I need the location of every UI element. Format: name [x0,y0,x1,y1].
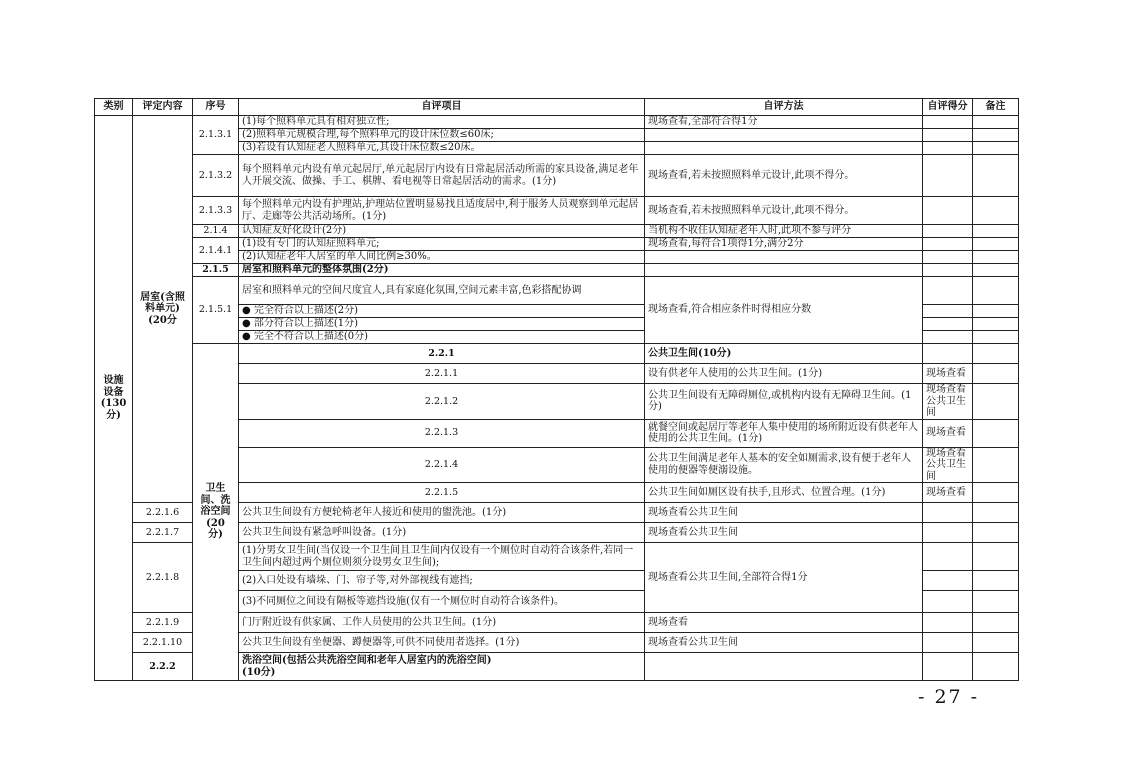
method-text: 现场查看,若未按照照料单元设计,此项不得分。 [645,197,923,225]
row-number: 2.2.1.6 [133,503,193,523]
header-number: 序号 [193,99,239,116]
remark-cell[interactable] [973,277,1019,305]
table-row [95,197,1019,225]
item-text: (3)若设有认知症老人照料单元,其设计床位数≤20床。 [239,142,645,155]
item-text: 设有供老年人使用的公共卫生间。(1分) [645,364,923,384]
item-text: 居室和照料单元的空间尺度宜人,具有家庭化氛围,空间元素丰富,色彩搭配协调 [239,277,645,305]
remark-cell[interactable] [973,155,1019,197]
item-text: (1)每个照料单元具有相对独立性; [239,116,645,129]
score-cell[interactable] [923,305,973,318]
method-text: 现场查看 [923,419,973,447]
remark-cell[interactable] [973,653,1019,681]
score-cell[interactable] [923,571,973,591]
remark-cell[interactable] [973,225,1019,238]
item-text: 就餐空间或起居厅等老年人集中使用的场所附近设有供老年人使用的公共卫生间。(1分) [645,419,923,447]
score-cell[interactable] [923,613,973,633]
row-number: 2.2.1 [239,344,645,364]
item-text: 公共卫生间设有坐便器、蹲便器等,可供不同使用者选择。(1分) [239,633,645,653]
score-cell[interactable] [973,344,1019,364]
item-text: 公共卫生间满足老年人基本的安全如厕需求,设有便于老年人使用的便器等便溺设施。 [645,447,923,483]
evaluation-table [94,98,1019,681]
header-score: 自评得分 [923,99,973,116]
remark-cell[interactable] [973,613,1019,633]
score-cell[interactable] [923,318,973,331]
row-number: 2.2.1.10 [133,633,193,653]
score-cell[interactable] [923,197,973,225]
method-text: 现场查看公共卫生间 [645,633,923,653]
remark-cell[interactable] [973,523,1019,543]
method-text: 现场查看公共卫生间,全部符合得1分 [645,543,923,613]
score-cell[interactable] [973,419,1019,447]
table-header-row [95,99,1019,116]
remark-cell[interactable] [973,571,1019,591]
method-text: 现场查看公共卫生间 [923,447,973,483]
method-text: 现场查看 [923,364,973,384]
remark-cell[interactable] [973,116,1019,129]
method-text: 现场查看公共卫生间 [645,503,923,523]
score-cell[interactable] [923,277,973,305]
method-text: 现场查看,若未按照照料单元设计,此项不得分。 [645,155,923,197]
method-text [645,251,923,264]
group-cell [193,344,239,681]
item-text: 居室和照料单元的整体氛围(2分) [239,264,645,277]
method-text: 现场查看公共卫生间 [645,523,923,543]
item-text: 每个照料单元内设有护理站,护理站位置明显易找且适度居中,利于服务人员观察到单元起居厅、走廊等公共活动场所。(1分) [239,197,645,225]
method-text: 现场查看公共卫生间 [923,384,973,420]
remark-cell[interactable] [973,633,1019,653]
remark-cell[interactable] [973,264,1019,277]
group-label: 居室(含照 料单元) (20分 [140,291,185,326]
row-number: 2.1.4 [193,225,239,238]
item-text: 洗浴空间(包括公共洗浴空间和老年人居室内的洗浴空间) (10分) [239,653,645,681]
item-text: 公共卫生间(10分) [645,344,923,364]
header-method: 自评方法 [645,99,923,116]
row-number: 2.2.1.1 [239,364,645,384]
item-text: 公共卫生间设有无障碍厕位,或机构内设有无障碍卫生间。(1分) [645,384,923,420]
remark-cell[interactable] [973,503,1019,523]
score-cell[interactable] [923,653,973,681]
method-text: 当机构不收住认知症老年人时,此项不参与评分 [645,225,923,238]
score-cell[interactable] [923,129,973,142]
score-cell[interactable] [973,483,1019,503]
table-row [95,116,1019,129]
row-number: 2.1.5.1 [193,277,239,344]
header-item: 自评项目 [239,99,645,116]
group-label: 卫生间、洗 浴空间(20 分) [200,483,231,541]
method-text: 现场查看 [923,483,973,503]
page-number: - 27 - [918,686,980,708]
item-text: (2)入口处设有墙垛、门、帘子等,对外部视线有遮挡; [239,571,645,591]
remark-cell[interactable] [973,197,1019,225]
remark-cell[interactable] [973,129,1019,142]
item-text: 门厅附近设有供家属、工作人员使用的公共卫生间。(1分) [239,613,645,633]
row-number: 2.2.1.7 [133,523,193,543]
method-text: 现场查看,全部符合得1分 [645,116,923,129]
score-cell[interactable] [923,225,973,238]
score-cell[interactable] [923,264,973,277]
remark-cell[interactable] [973,238,1019,251]
remark-cell[interactable] [973,543,1019,571]
table-row [95,225,1019,238]
row-number: 2.2.1.5 [239,483,645,503]
remark-cell[interactable] [973,251,1019,264]
method-text: 现场查看 [645,613,923,633]
method-text: 现场查看,符合相应条件时得相应分数 [645,277,923,344]
item-text: ● 完全符合以上描述(2分) [239,305,645,318]
score-cell[interactable] [923,142,973,155]
table-row [95,264,1019,277]
header-remarks: 备注 [973,99,1019,116]
item-text: ● 完全不符合以上描述(0分) [239,331,645,344]
item-text: (1)设有专门的认知症照料单元; [239,238,645,251]
table-row [95,155,1019,197]
row-number: 2.1.3.1 [193,116,239,155]
score-cell[interactable] [923,331,973,344]
remark-cell[interactable] [973,591,1019,613]
category-cell [95,116,133,681]
row-number: 2.2.1.8 [133,543,193,613]
score-cell[interactable] [923,543,973,571]
score-cell[interactable] [973,447,1019,483]
header-category: 类别 [95,99,133,116]
remark-cell[interactable] [973,331,1019,344]
item-text: (3)不同厕位之间设有隔板等遮挡设施(仅有一个厕位时自动符合该条件)。 [239,591,645,613]
score-cell[interactable] [973,384,1019,420]
method-text [645,653,923,681]
item-text: 公共卫生间设有方便轮椅老年人接近和使用的盥洗池。(1分) [239,503,645,523]
group-cell [133,116,193,503]
score-cell[interactable] [923,116,973,129]
method-text [923,344,973,364]
row-number: 2.2.2 [133,653,193,681]
score-cell[interactable] [973,364,1019,384]
row-number: 2.1.3.2 [193,155,239,197]
item-text: 每个照料单元内设有单元起居厅,单元起居厅内设有日常起居活动所需的家具设备,满足老年人开展交流、做操、手工、棋牌、看电视等日常起居活动的需求。(1分) [239,155,645,197]
score-cell[interactable] [923,633,973,653]
item-text: (1)分男女卫生间(当仅设一个卫生间且卫生间内仅设有一个厕位时自动符合该条件,若同一卫生间内超过两个厕位则须分设男女卫生间); [239,543,645,571]
row-number: 2.1.4.1 [193,238,239,264]
table-row [95,238,1019,251]
category-label: 设施 设备 (130 分) [100,375,127,421]
method-text [645,142,923,155]
score-cell[interactable] [923,238,973,251]
score-cell[interactable] [923,155,973,197]
method-text [645,264,923,277]
method-text: 现场查看,每符合1项得1分,满分2分 [645,238,923,251]
score-cell[interactable] [923,251,973,264]
item-text: 公共卫生间如厕区设有扶手,且形式、位置合理。(1分) [645,483,923,503]
item-text: 认知症友好化设计(2分) [239,225,645,238]
score-cell[interactable] [923,523,973,543]
score-cell[interactable] [923,503,973,523]
item-text: (2)认知症老年人居室的单人间比例≥30%。 [239,251,645,264]
score-cell[interactable] [923,591,973,613]
header-content: 评定内容 [133,99,193,116]
item-text: (2)照料单元规模合理,每个照料单元的设计床位数≤60床; [239,129,645,142]
item-text: ● 部分符合以上描述(1分) [239,318,645,331]
remark-cell[interactable] [973,142,1019,155]
row-number: 2.1.3.3 [193,197,239,225]
remark-cell[interactable] [973,305,1019,318]
method-text [645,129,923,142]
table-row [95,277,1019,305]
row-number: 2.2.1.2 [239,384,645,420]
table-row [95,344,1019,364]
remark-cell[interactable] [973,318,1019,331]
row-number: 2.2.1.3 [239,419,645,447]
row-number: 2.2.1.4 [239,447,645,483]
item-text: 公共卫生间设有紧急呼叫设备。(1分) [239,523,645,543]
row-number: 2.1.5 [193,264,239,277]
row-number: 2.2.1.9 [133,613,193,633]
